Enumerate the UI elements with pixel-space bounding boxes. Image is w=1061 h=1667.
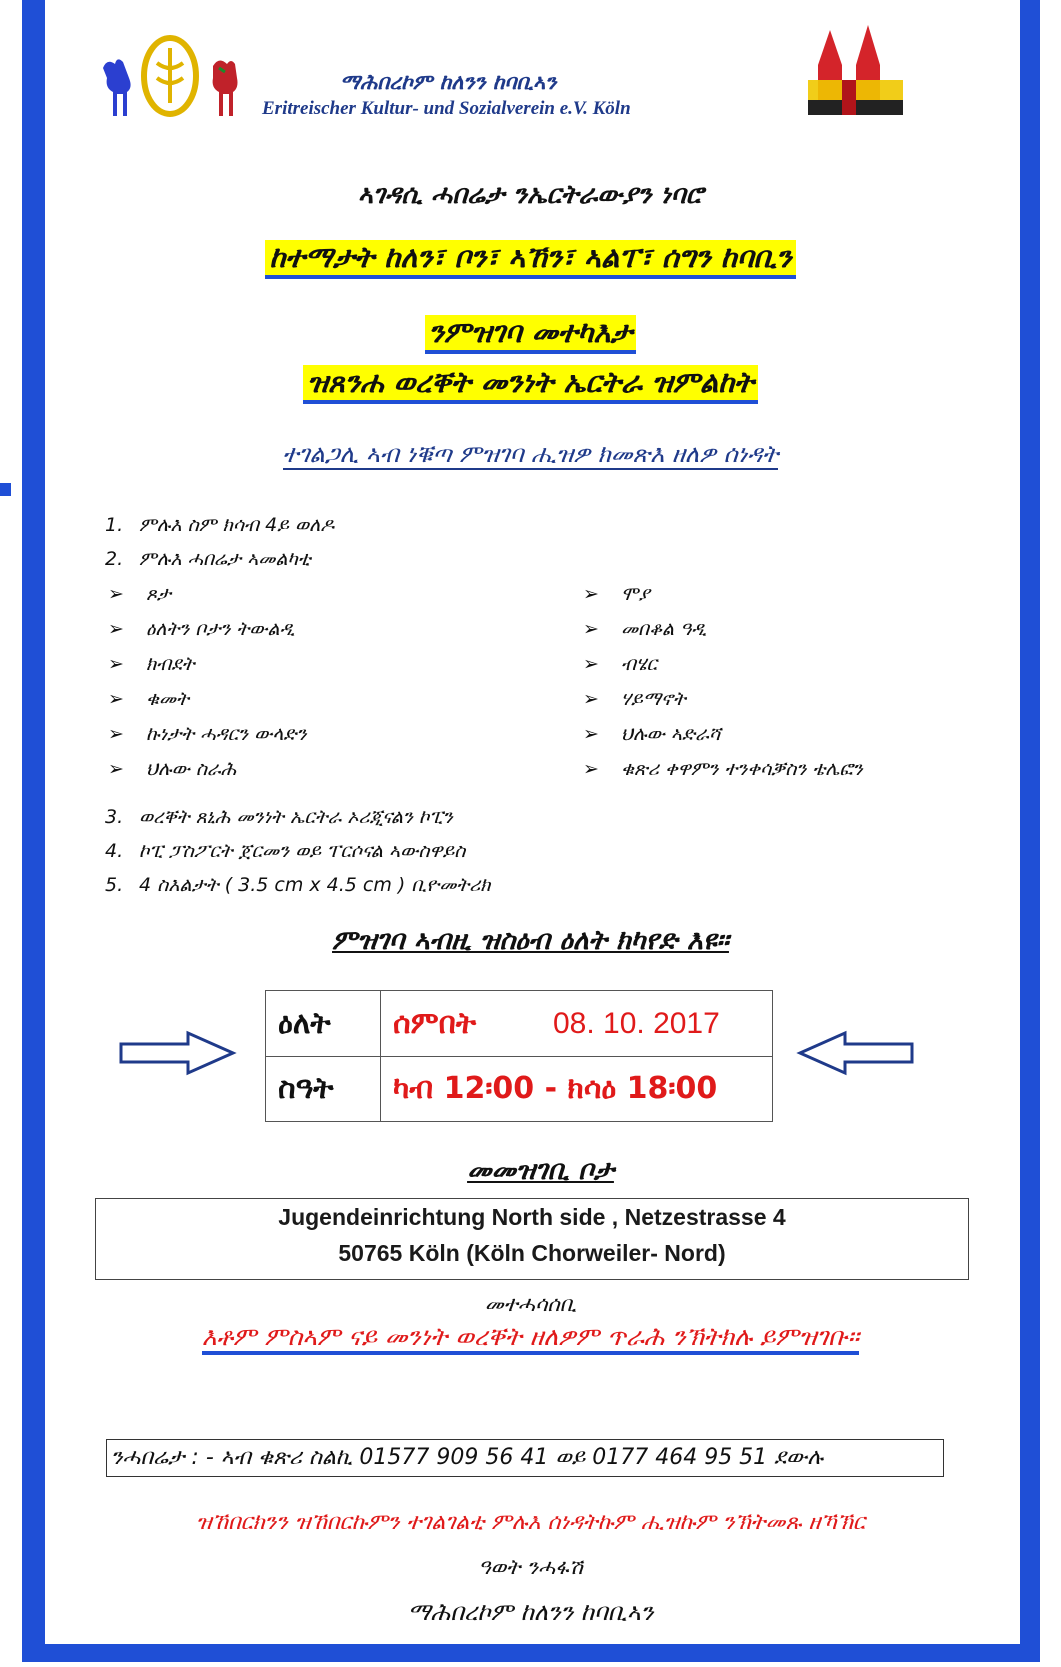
list-item: ➢ መበቆል ዓዲ <box>583 612 863 647</box>
title-line-4: ዝጸንሐ ወረቐት መንነት ኤርትራ ዝምልከት <box>303 365 758 404</box>
list-item: ➢ ብሄር <box>583 647 863 682</box>
requirements-right-column <box>583 577 863 787</box>
schedule-table <box>265 990 773 1122</box>
list-item: ➢ ኩነታት ሓዳርን ውላድን <box>108 717 307 752</box>
arrow-bullet-icon: ➢ <box>108 653 124 675</box>
list-item: ➢ ጾታ <box>108 577 307 612</box>
arrow-bullet-icon: ➢ <box>583 688 599 710</box>
list-item: 5. 4 ስእልታት ( 3.5 cm x 4.5 cm ) ቢዮመትሪክ <box>105 874 491 896</box>
arrow-bullet-icon: ➢ <box>583 618 599 640</box>
time-value: ካብ 12፡00 - ክሳዕ 18፡00 <box>381 1056 773 1122</box>
arrow-bullet-icon: ➢ <box>108 618 124 640</box>
contact-box: ንሓበሬታ : - ኣብ ቁጽሪ ስልኪ 01577 909 56 41 ወይ 0177 464 95 51 ደውሉ <box>106 1439 944 1477</box>
list-item: 3. ወረቐት ጸኒሕ መንነት ኤርትራ ኦሪጂናልን ኮፒን <box>105 806 453 828</box>
list-item: ➢ ህሉው ስራሕ <box>108 752 307 787</box>
arrow-bullet-icon: ➢ <box>583 758 599 780</box>
requirements-left-column <box>108 577 307 787</box>
title-line-1: ኣገዳሲ ሓበሬታ ንኤርትራውያን ነባሮ <box>357 180 704 210</box>
venue-line-1: Jugendeinrichtung North side , Netzestrasse 4 <box>278 1204 786 1230</box>
footer-org-name: ማሕበረኮም ከለንን ከባቢኣን <box>407 1598 654 1626</box>
footer-slogan: ዓወት ንሓፋሽ <box>478 1555 583 1579</box>
arrow-bullet-icon: ➢ <box>108 723 124 745</box>
table-row <box>266 1056 773 1122</box>
venue-heading: መመዝገቢ ቦታ <box>467 1155 614 1186</box>
list-item: 4. ኮፒ ፓስፖርት ጀርመን ወይ ፐርሶናል ኣውስዋይስ <box>105 840 466 862</box>
date-value: 08. 10. 2017 <box>552 1006 720 1040</box>
reminder-label: መተሓሳሰቢ <box>484 1292 577 1316</box>
time-label: ስዓት <box>266 1056 381 1122</box>
venue-line-2: 50765 Köln (Köln Chorweiler- Nord) <box>338 1240 726 1266</box>
list-item: ➢ ቁመት <box>108 682 307 717</box>
arrow-bullet-icon: ➢ <box>108 758 124 780</box>
list-item: 2. ምሉእ ሓበሬታ ኣመልካቲ <box>105 548 311 570</box>
list-item: ➢ ሞያ <box>583 577 863 612</box>
list-item: ➢ ቁጽሪ ቀዋምን ተንቀሳቓስን ቴሌፎን <box>583 752 863 787</box>
list-item: ➢ ህሉው ኣድራሻ <box>583 717 863 752</box>
arrow-bullet-icon: ➢ <box>583 583 599 605</box>
list-item: ➢ ሃይማኖት <box>583 682 863 717</box>
arrow-bullet-icon: ➢ <box>583 653 599 675</box>
footer-appeal: ዝኸበርክንን ዝኸበርኩምን ተገልገልቲ ምሉእ ሰነዳትኩም ሒዝኩም ንኽትመጹ ዘኻኽር <box>195 1510 866 1535</box>
red-camel-icon <box>213 60 238 116</box>
blue-camel-icon <box>103 59 131 116</box>
date-cell <box>381 991 773 1057</box>
documents-subtitle: ተገልጋሊ ኣብ ነቑጣ ምዝገባ ሒዝዎ ክመጽእ ዘለዎ ሰነዳት <box>282 440 779 468</box>
requirements-bottom-list <box>105 800 491 902</box>
requirements-top-list <box>105 508 334 576</box>
org-name-german: Eritreischer Kultur- und Sozialverein e.V. Köln <box>262 98 631 119</box>
list-item: 1. ምሉእ ስም ክሳብ 4ይ ወለዶ <box>105 514 335 536</box>
edge-marker <box>0 483 11 496</box>
eritrean-emblem-logo <box>95 28 245 123</box>
left-arrow-icon <box>795 1030 915 1076</box>
title-line-3: ንምዝገባ መተካእታ <box>425 315 637 354</box>
arrow-bullet-icon: ➢ <box>108 583 124 605</box>
date-label: ዕለት <box>266 991 381 1057</box>
table-row <box>266 991 773 1057</box>
reminder-text: እቶም ምስኣም ናይ መንነት ወረቐት ዘለዎም ጥራሕ ንኽትክሉ ይምዝገቡ። <box>202 1322 859 1355</box>
org-name-tigrinya: ማሕበረኮም ከለንን ከባቢኣን <box>340 70 557 94</box>
arrow-bullet-icon: ➢ <box>108 688 124 710</box>
right-arrow-icon <box>118 1030 238 1076</box>
arrow-bullet-icon: ➢ <box>583 723 599 745</box>
title-line-2: ከተማታት ከለን፣ ቦን፣ ኣኸን፣ ኣልፐ፣ ሰግን ከባቢን <box>265 240 795 279</box>
date-day: ሰምበት <box>393 1005 477 1041</box>
list-item: ➢ ዕለትን ቦታን ትውልዲ <box>108 612 307 647</box>
schedule-heading: ምዝገባ ኣብዚ ዝስዕብ ዕለት ክካየድ እዩ። <box>332 925 729 956</box>
emblem-wreath-icon <box>144 38 196 114</box>
list-item: ➢ ክብደት <box>108 647 307 682</box>
venue-box <box>95 1198 969 1280</box>
cologne-cathedral-logo <box>808 20 908 120</box>
